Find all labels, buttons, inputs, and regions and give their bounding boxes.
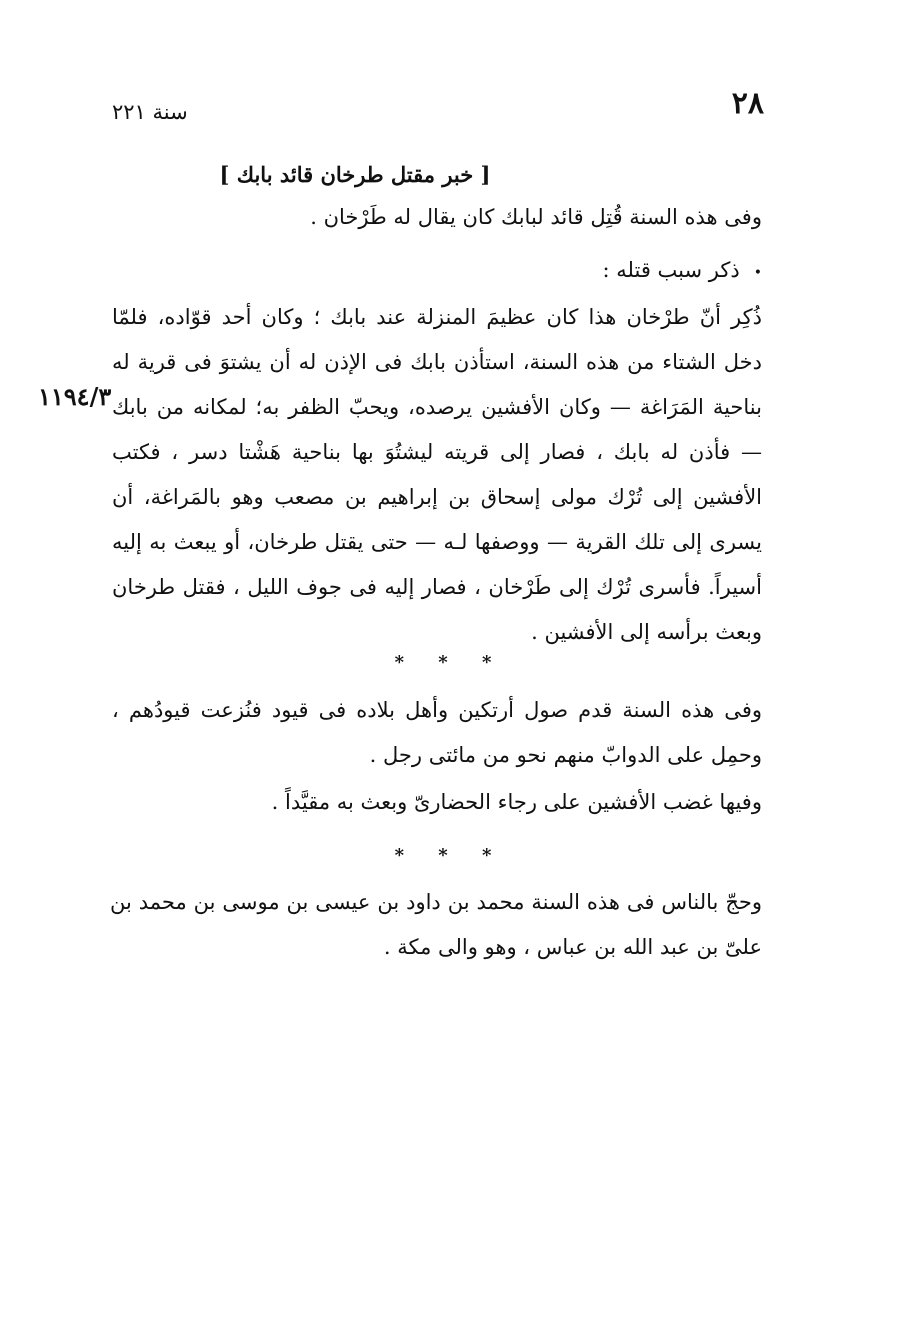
- subheading-cause: [112, 248, 762, 296]
- page-number: ٢٨: [731, 86, 764, 121]
- paragraph-sul-artakin: وفى هذه السنة قدم صول أرتكين وأهل بلاده فى قيود فنُزعت قيودُهم ، وحمِل على الدوابّ منهم نحو من مائتى رجل .: [112, 698, 762, 767]
- paragraph-narrative: ذُكِر أنّ طرْخان هذا كان عظيمَ المنزلة عند بابك ؛ وكان أحد قوّاده، فلمّا دخل الشتاء من هذه السنة، استأذن بابك فى الإذن له أن يشتوَ فى قرية له بناحية المَرَاغة — وكان الأفشين يرصده، ويحبّ الظفر به؛ لمكانه من بابك — فأذن له بابك ، فصار إلى قريته ليشتُوَ بها بناحية هَشْتا دسر ، فكتب الأفشين إلى تُرْك مولى إسحاق بن إبراهيم بن مصعب وهو بالمَراغة، أن يسرى إلى تلك القرية — ووصفها لـه — حتى يقتل طرخان، أو يبعث به إليه أسيراً. فأسرى تُرْك إلى طَرْخان ، فصار إليه فى جوف الليل ، فقتل طرخان وبعث برأسه إلى الأفشين .: [112, 305, 762, 644]
- margin-reference: ١١٩٤/٣: [38, 382, 112, 411]
- section-heading: [ خبر مقتل طرخان قائد بابك ]: [219, 162, 491, 187]
- paragraph-intro: وفى هذه السنة قُتِل قائد لبابك كان يقال له طَرْخان .: [310, 205, 762, 229]
- running-head-year: سنة ٢٢١: [112, 100, 188, 124]
- paragraph-hajj: وحجّ بالناس فى هذه السنة محمد بن داود بن عيسى بن موسى بن محمد بن علىّ بن عبد الله بن عباس ، وهو والى مكة .: [110, 890, 762, 959]
- subheading-text: • ذكر سبب قتله :: [603, 258, 762, 282]
- section-separator: * * *: [394, 845, 506, 866]
- section-separator: * * *: [394, 652, 506, 673]
- paragraph-raja: وفيها غضب الأفشين على رجاء الحضارىّ وبعث به مقيَّداً .: [271, 790, 762, 814]
